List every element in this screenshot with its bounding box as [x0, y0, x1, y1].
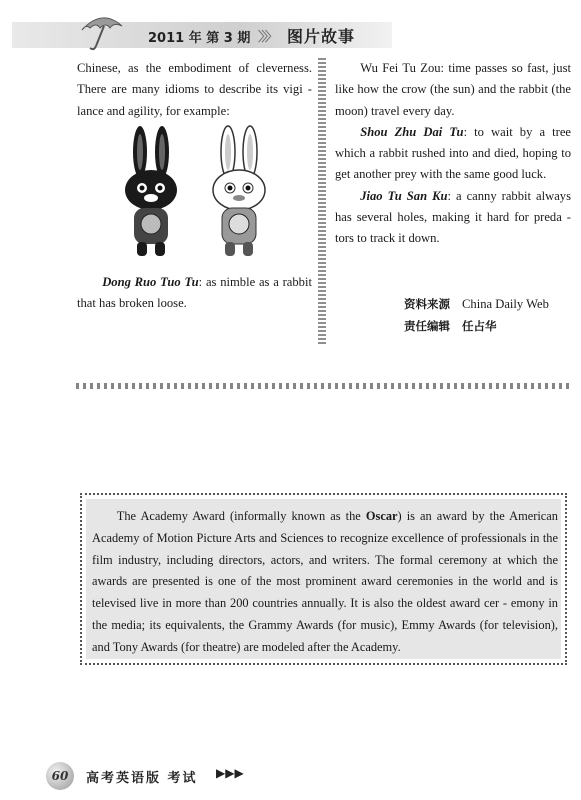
page-number: 60 — [46, 762, 74, 790]
paragraph-text-end: ) is an award by the American Academy of Motion Picture Arts and Sciences to recognize excellence of professionals in the film industry, including directors, actors, and writers. The formal ceremony at which the awards are presented is one of the most prominent award ceremonies in the world and is televised live in more than 200 countries annually. It is also the oldest award cer - emony in the media; its equivalents, the Grammy Awards (for music), Emmy Awards (for television), and Tony Awards (for theatre) are modeled after the Academy. — [92, 509, 558, 654]
dark-rabbit — [125, 126, 177, 256]
idiom-term: Shou Zhu Dai Tu — [360, 124, 464, 139]
info-box — [80, 493, 567, 665]
idiom-text: : as nimble as a rabbit that has broken loose. — [77, 274, 312, 311]
idiom-paragraph — [335, 186, 571, 250]
oscar-term: Oscar — [365, 509, 398, 523]
editor-value: 任占华 — [462, 319, 497, 333]
section-divider — [76, 383, 573, 389]
info-box-text — [92, 506, 558, 659]
intro-paragraph: Chinese, as the embodiment of cleverness. There are many idioms to describe its vigi - lance and agility, for example: — [77, 61, 312, 118]
arrow-icon: ▶▶▶ — [216, 766, 244, 780]
editor-label: 责任编辑 — [404, 319, 450, 333]
right-column — [335, 58, 571, 250]
editor-credit — [404, 316, 497, 336]
idiom-text: : to wait by a tree which a rabbit rushed into and died, hoping to get another prey with the same good luck. — [335, 124, 571, 182]
column-divider — [318, 58, 326, 344]
column-title: 图片故事 — [287, 27, 356, 46]
idiom-text: : a canny rabbit always has several holes, making it hard for preda - tors to track it down. — [335, 188, 571, 246]
footer-title: 高考英语版 考试 — [86, 771, 198, 786]
source-label: 资料来源 — [404, 297, 450, 311]
rabbit-illustration — [110, 124, 280, 264]
idiom-paragraph — [77, 272, 312, 315]
idiom-paragraph: Wu Fei Tu Zou: time passes so fast, just like how the crow (the sun) and the rabbit (the moon) travel every day. — [335, 61, 571, 118]
umbrella-icon — [78, 8, 126, 52]
paragraph-text-start: The Academy Award (informally known as the — [116, 509, 366, 523]
academy-award-paragraph — [92, 506, 558, 659]
source-value: China Daily Web — [462, 297, 549, 311]
info-box-background — [86, 499, 561, 659]
idiom-paragraph — [335, 122, 571, 186]
source-credit — [404, 294, 549, 314]
footer — [46, 762, 256, 788]
chevron-icon: 〉〉〉 — [258, 30, 276, 45]
issue-label: 2011 年 第 3 期 — [148, 31, 251, 46]
idiom-term: Dong Ruo Tuo Tu — [102, 274, 199, 289]
idiom-term: Jiao Tu San Ku — [360, 188, 448, 203]
light-rabbit — [213, 126, 265, 256]
